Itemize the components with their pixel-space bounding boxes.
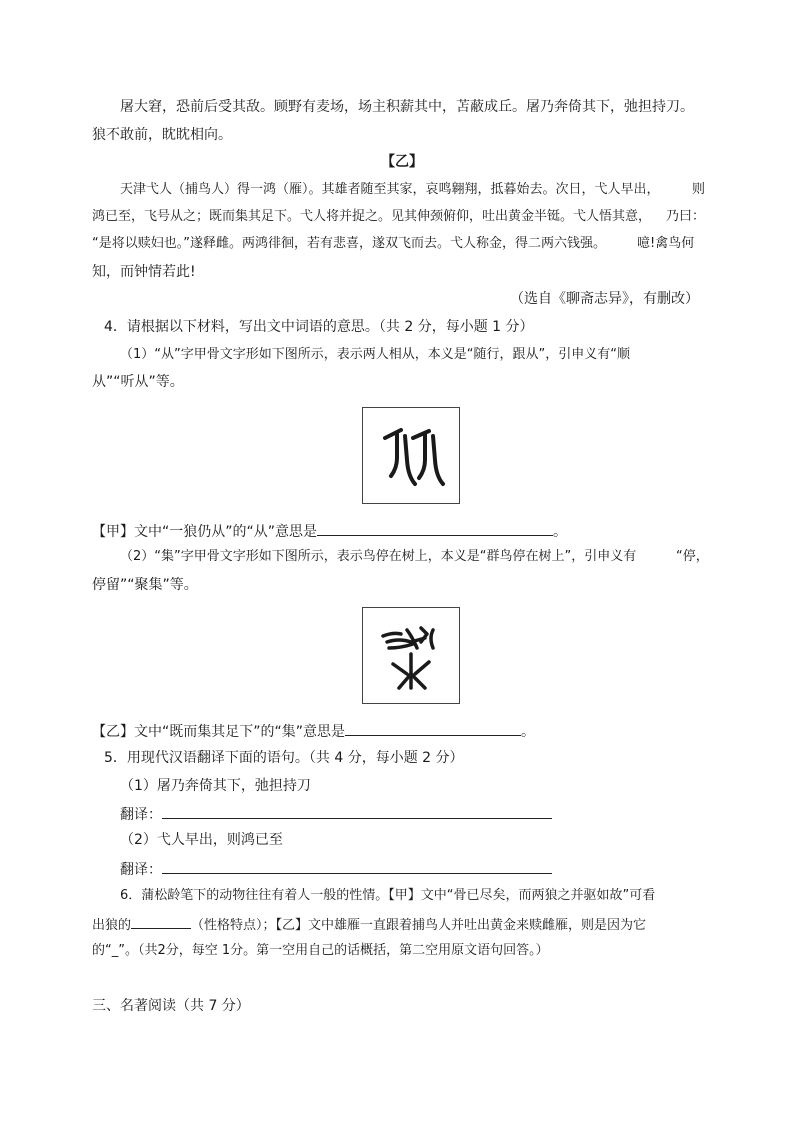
passage-yi-heading: 【乙】 [381, 154, 423, 170]
q4-ask-2-label: 【乙】文中“既而集其足下”的“集”意思是 [92, 724, 346, 740]
q5-translate-1-label: 翻译： [120, 807, 162, 823]
q5-translate-2-blank[interactable] [162, 859, 552, 874]
q4-title: 4．请根据以下材料，写出文中词语的意思。（共 2 分，每小题 1 分） [104, 319, 534, 335]
passage-yi-line-3-end: 噫!禽鸟何 [637, 236, 695, 251]
passage-yi-line-2: 鸿已至，飞号从之；既而集其足下。弋人将并捉之。见其伸颈俯仰，吐出黄金半铤。弋人悟其意， [92, 209, 652, 224]
q5-item-2: （2）弋人早出，则鸿已至 [120, 832, 283, 848]
passage-jia-line-2: 狼不敢前，眈眈相向。 [92, 127, 232, 143]
q4-ask-2-end: 。 [521, 724, 536, 740]
q4-ask-1-end: 。 [553, 524, 568, 540]
q6-line-1: 6．蒲松龄笔下的动物往往有着人一般的性情。【甲】文中“骨已尽矣，而两狼之并驱如故”可看 [120, 888, 656, 903]
q6-line-2 [92, 914, 646, 935]
q4-ask-1 [92, 521, 567, 541]
q6-answer-blank[interactable] [131, 914, 191, 929]
q4-ask-1-label: 【甲】文中“一狼仍从”的“从”意思是 [92, 524, 318, 540]
q4-answer-1-blank[interactable] [317, 521, 553, 536]
q4-sub2-line-1: （2）“集”字甲骨文字形如下图所示，表示鸟停在树上，本义是“群鸟停在树上”，引申义有 [120, 549, 637, 564]
q6-line-3: 的“_”。（共2分，每空 1分。第一空用自己的话概括，第二空用原文语句回答。） [92, 943, 549, 958]
q5-translate-1-blank[interactable] [162, 804, 552, 819]
passage-yi-line-1: 天津弋人（捕鸟人）得一鸿（雁）。其雄者随至其家，哀鸣翱翔，抵暮始去。次日，弋人早出， [120, 182, 660, 197]
q4-sub2-line-1-end: “停， [676, 549, 709, 564]
q6-line-2-start: 出狼的 [92, 918, 132, 933]
passage-source: （选自《聊斋志异》，有删改） [510, 291, 699, 307]
q5-title: 5．用现代汉语翻译下面的语句。（共 4 分，每小题 2 分） [104, 750, 464, 766]
q5-translate-1 [120, 804, 552, 824]
q4-answer-2-blank[interactable] [345, 721, 521, 736]
oracle-bone-ji-glyph-icon [362, 607, 460, 704]
passage-jia-line-1: 屠大窘，恐前后受其敌。顾野有麦场，场主积薪其中，苫蔽成丘。屠乃奔倚其下，弛担持刀。 [120, 99, 694, 115]
oracle-bone-cong-glyph-icon [362, 407, 460, 504]
q5-translate-2 [120, 859, 552, 879]
section-3-title: 三、名著阅读（共 7 分） [92, 998, 250, 1014]
passage-yi-line-2-end: 乃曰： [666, 209, 706, 224]
passage-yi-line-1-end: 则 [692, 182, 706, 197]
q4-sub2-line-2: 停留”“聚集”等。 [92, 577, 198, 593]
q4-ask-2 [92, 721, 535, 741]
passage-yi-line-3: “是将以赎妇也。”遂释雌。两鸿徘徊，若有悲喜，遂双飞而去。弋人称金，得二两六钱强。 [92, 236, 606, 251]
q6-line-2-rest: （性格特点）；【乙】文中雄雁一直跟着捕鸟人并吐出黄金来赎雌雁，则是因为它 [191, 918, 647, 933]
q5-translate-2-label: 翻译： [120, 862, 162, 878]
q4-sub1-line-2: 从”“听从”等。 [92, 374, 184, 390]
q4-sub1-line-1: （1）“从”字甲骨文字形如下图所示，表示两人相从，本义是“随行，跟从”，引申义有“顺 [120, 347, 630, 362]
passage-yi-line-4: 知，而钟情若此! [92, 264, 196, 280]
q5-item-1: （1）屠乃奔倚其下，弛担持刀 [120, 778, 311, 794]
